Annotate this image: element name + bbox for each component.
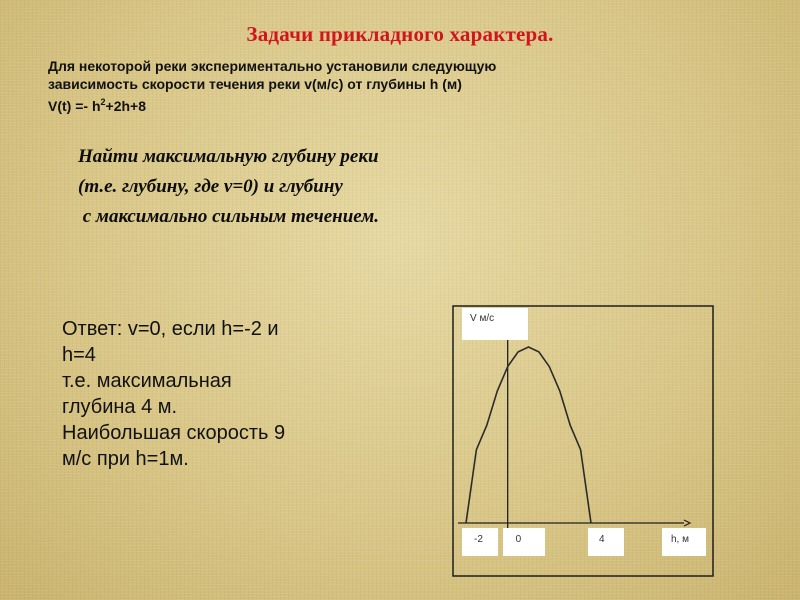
velocity-graph — [440, 300, 720, 580]
answer-line-5: Наибольшая скорость 9 — [62, 422, 286, 444]
x-tick-label — [503, 528, 545, 556]
problem-statement — [48, 57, 768, 115]
formula-suffix: +2h+8 — [105, 98, 146, 114]
y-axis-label-text: V м/с — [470, 313, 495, 324]
intro-line-2: зависимость скорости течения реки v(м/с) от глубины h (м) — [48, 76, 462, 92]
axes — [458, 312, 690, 532]
task-line-3: с максимально сильным течением. — [78, 206, 379, 227]
formula-exponent: 2 — [100, 97, 106, 107]
formula — [48, 93, 768, 115]
x-tick-label — [462, 528, 498, 556]
intro-line-1: Для некоторой реки экспериментально установили следующую — [48, 58, 497, 74]
y-axis-label — [462, 308, 528, 340]
parabola-curve — [466, 347, 591, 523]
task-line-1: Найти максимальную глубину реки — [78, 146, 379, 167]
axis-labels — [462, 308, 706, 556]
answer-line-1: Ответ: v=0, если h=-2 и — [62, 318, 279, 340]
answer-line-2: h=4 — [62, 344, 96, 366]
x-tick-label-text: 0 — [515, 534, 522, 545]
x-tick-label-text: 4 — [599, 534, 605, 545]
formula-prefix: V(t) =- h — [48, 98, 101, 114]
task-text — [78, 142, 598, 232]
x-tick-label-text: -2 — [474, 534, 483, 545]
x-tick-label — [588, 528, 624, 556]
slide-title: Задачи прикладного характера. — [246, 22, 554, 46]
answer-line-3: т.е. максимальная — [62, 370, 232, 392]
answer-line-6: м/с при h=1м. — [62, 448, 189, 470]
task-line-2: (т.е. глубину, где v=0) и глубину — [78, 176, 343, 197]
x-tick-label-bg — [503, 528, 545, 556]
x-axis-label — [662, 528, 706, 556]
answer-line-4: глубина 4 м. — [62, 396, 178, 418]
answer-text — [62, 316, 352, 472]
x-axis-arrow — [684, 520, 690, 526]
x-tick-label-bg — [588, 528, 624, 556]
x-axis-label-text: h, м — [671, 534, 689, 545]
